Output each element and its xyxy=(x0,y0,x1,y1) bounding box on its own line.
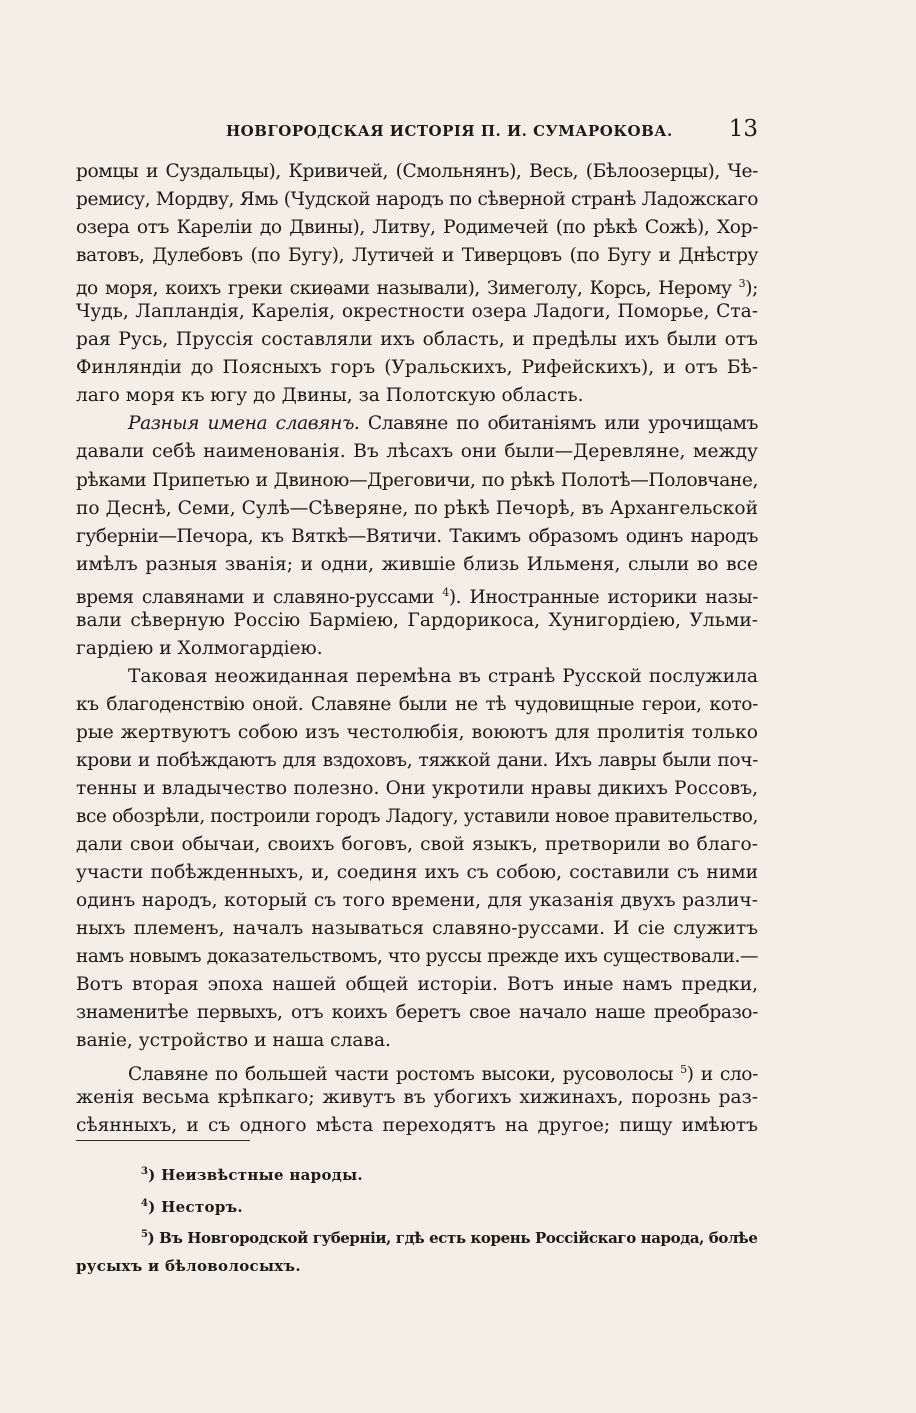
footnote-divider xyxy=(76,1140,250,1141)
text-line: знаменитѣе первыхъ, отъ коихъ беретъ свое начало наше преобразо- xyxy=(76,1002,758,1024)
footnote-ref-3: 3 xyxy=(738,277,746,291)
footnotes xyxy=(76,1158,758,1280)
footnote-3 xyxy=(76,1158,758,1190)
running-title: НОВГОРОДСКАЯ ИСТОРІЯ П. И. СУМАРОКОВА. xyxy=(226,122,673,140)
footnote-ref-4: 4 xyxy=(442,585,449,599)
text-line: сѣянныхъ, и съ одного мѣста переходятъ на другое; пищу имѣютъ xyxy=(76,1114,758,1136)
footnote-mark: 5 xyxy=(141,1229,148,1240)
text-line: вали сѣверную Россію Барміею, Гардорикоса, Хунигордіею, Ульми- xyxy=(76,609,758,631)
text-line: ныхъ племенъ, началъ называться славяно-руссами. И сіе служитъ xyxy=(76,918,758,940)
text-line xyxy=(76,1056,758,1084)
text-segment: Славяне по большей части ростомъ высоки, русоволосы xyxy=(128,1063,674,1085)
text-line: Таковая неожиданная перемѣна въ странѣ Русской послужила xyxy=(128,665,758,687)
text-line: участи побѣжденныхъ, и, соединя ихъ съ собою, составили съ ними xyxy=(76,862,758,884)
running-header xyxy=(76,116,758,146)
text-segment: ). Иностранные историки назы- xyxy=(448,586,759,608)
text-line xyxy=(76,579,758,607)
text-segment: Славяне по обитаніямъ или урочищамъ xyxy=(367,413,758,435)
text-line: одинъ народъ, который съ того времени, для указанія двухъ различ- xyxy=(76,890,758,912)
text-line: къ благоденствію оной. Славяне были не тѣ чудовищные герои, кото- xyxy=(76,693,758,715)
footnote-mark: 4 xyxy=(141,1197,149,1209)
text-line: дали свои обычаи, своихъ боговъ, свой языкъ, претворили во благо- xyxy=(76,834,758,856)
text-line: ватовъ, Дулебовъ (по Бугу), Лутичей и Тиверцовъ (по Бугу и Днѣстру xyxy=(76,245,758,267)
text-line: ремису, Мордву, Ямь (Чудской народъ по сѣверной странѣ Ладожскаго xyxy=(76,189,758,211)
text-segment: ) и сло- xyxy=(686,1063,758,1085)
text-line: имѣлъ разныя званія; и одни, жившіе близь Ильменя, слыли во все xyxy=(76,553,758,575)
footnote-text: ) Въ Новгородской губерніи, гдѣ есть корень Россійскаго народа, болѣе xyxy=(147,1229,758,1247)
text-line: гардіею и Холмогардіею. xyxy=(76,637,323,659)
text-line: рѣками Припетью и Двиною—Дреговичи, по рѣкѣ Полотѣ—Половчане, xyxy=(76,469,758,491)
footnote-text: ) Несторъ. xyxy=(148,1197,243,1216)
text-line: рая Русь, Пруссія составляли ихъ область, и предѣлы ихъ были отъ xyxy=(76,329,758,351)
footnote-5-continuation: русыхъ и бѣловолосыхъ. xyxy=(76,1256,301,1275)
page-number: 13 xyxy=(728,116,758,142)
footnote-4 xyxy=(76,1190,758,1222)
text-line: ваніе, устройство и наша слава. xyxy=(76,1030,391,1052)
text-line: тенны и владычество полезно. Они укротили нравы дикихъ Россовъ, xyxy=(76,778,758,800)
text-segment: время славянами и славяно-руссами xyxy=(76,586,434,608)
text-line: крови и побѣждаютъ для вздоховъ, тяжкой дани. Ихъ лавры были поч- xyxy=(76,749,758,771)
footnote-text: ) Неизвѣстные народы. xyxy=(148,1166,363,1184)
text-line xyxy=(76,410,758,438)
text-line: женія весьма крѣпкаго; живутъ въ убогихъ хижинахъ, порознь раз- xyxy=(76,1086,758,1108)
text-line: лаго моря къ югу до Двины, за Полотскую область. xyxy=(76,385,584,407)
footnote-ref-5: 5 xyxy=(680,1062,687,1076)
text-segment: до моря, коихъ греки скиѳами называли), Зимеголу, Корсь, Нерому xyxy=(76,278,732,300)
text-segment: ); xyxy=(745,278,758,300)
text-line: озера отъ Кареліи до Двины), Литву, Родимечей (по рѣкѣ Сожѣ), Хор- xyxy=(76,217,758,239)
text-line: губерніи—Печора, къ Вяткѣ—Вятичи. Такимъ образомъ одинъ народъ xyxy=(76,525,758,547)
text-line xyxy=(76,270,758,298)
main-text xyxy=(76,158,758,1140)
text-line: Финляндіи до Поясныхъ горъ (Уральскихъ, Рифейскихъ), и отъ Бѣ- xyxy=(76,357,758,379)
text-line: давали себѣ наименованія. Въ лѣсахъ они были—Деревляне, между xyxy=(76,441,758,463)
text-line: по Деснѣ, Семи, Сулѣ—Сѣверяне, по рѣкѣ Печорѣ, въ Архангельской xyxy=(76,497,758,519)
footnote-mark: 3 xyxy=(141,1166,149,1177)
text-line: Чудь, Лапландія, Карелія, окрестности озера Ладоги, Поморье, Ста- xyxy=(76,301,758,323)
text-line: Вотъ вторая эпоха нашей общей исторіи. Вотъ иные намъ предки, xyxy=(76,974,758,996)
text-line: все обозрѣли, построили городъ Ладогу, уставили новое правительство, xyxy=(76,806,758,828)
section-lead-italic: Разныя имена славянъ. xyxy=(128,413,360,435)
text-line: ромцы и Суздальцы), Кривичей, (Смольнянъ), Весь, (Бѣлоозерцы), Че- xyxy=(76,161,758,182)
text-line: намъ новымъ доказательствомъ, что руссы прежде ихъ существовали.— xyxy=(76,946,758,968)
text-line: рые жертвуютъ собою изъ честолюбія, воюютъ для пролитія только xyxy=(76,721,758,743)
footnote-5 xyxy=(76,1221,758,1253)
